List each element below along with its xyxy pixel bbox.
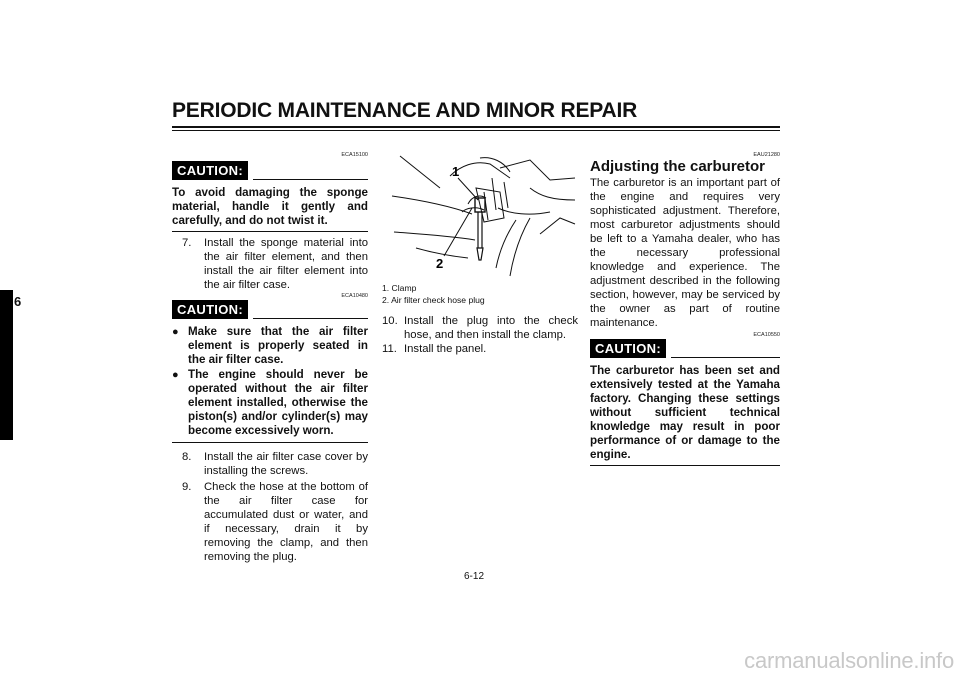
- figure-caption-1: 1. Clamp: [382, 283, 417, 293]
- step-number: 9.: [182, 481, 192, 493]
- caution-rule: [253, 179, 368, 180]
- list-item: [172, 325, 368, 367]
- page-title: PERIODIC MAINTENANCE AND MINOR REPAIR: [172, 99, 638, 122]
- caution-bullet-list: [172, 325, 368, 438]
- caution-rule: [253, 318, 368, 319]
- bullet-icon: ●: [172, 326, 179, 338]
- caution-code: ECA15100: [341, 152, 368, 158]
- left-column: [172, 152, 368, 564]
- section-code: EAU21280: [753, 152, 780, 158]
- step-11: [382, 342, 578, 356]
- step-8: [172, 450, 368, 478]
- caution-text: The carburetor has been set and extensively tested at the Yamaha factory. Changing these settings without sufficient technical knowledge may result in poor performance of or damage to the engine.: [590, 364, 780, 461]
- step-number: 10.: [382, 315, 398, 327]
- middle-column: [382, 282, 578, 356]
- step-number: 11.: [382, 343, 397, 355]
- step-text: Install the air filter case cover by installing the screws.: [204, 451, 368, 477]
- caution-rule: [671, 357, 780, 358]
- step-text: Check the hose at the bottom of the air filter case for accumulated dust or water, and if necessary, drain it by removing the clamp, and then removing the plug.: [204, 481, 368, 563]
- caution-code: ECA10480: [341, 293, 368, 299]
- step-number: 7.: [182, 237, 192, 249]
- caution-header: [172, 161, 368, 180]
- step-text: Install the sponge material into the air filter element, and then install the air filter element into the air filter case.: [204, 237, 368, 291]
- caution-end-rule: [172, 442, 368, 443]
- section-tab-number: 6: [14, 294, 22, 309]
- caution-text: To avoid damaging the sponge material, handle it gently and carefully, and do not twist it.: [172, 186, 368, 227]
- caution-badge: CAUTION:: [172, 161, 248, 180]
- title-rule-thin: [172, 130, 780, 131]
- figure-label-2: 2: [436, 256, 444, 271]
- right-column: [590, 152, 780, 466]
- watermark: carmanualsonline.info: [744, 648, 954, 673]
- title-rule: [172, 126, 780, 128]
- figure-label-1: 1: [452, 164, 460, 179]
- section-paragraph: The carburetor is an important part of the engine and requires very sophisticated adjustment. Therefore, most carburetor adjustments should be left to a Yamaha dealer, who has the necessary professional knowledge and experience. The adjustment described in the following section, however, may be serviced by the owner as part of routine maintenance.: [590, 177, 780, 329]
- section-title: Adjusting the carburetor: [590, 158, 766, 175]
- figure-caption-2: 2. Air filter check hose plug: [382, 295, 485, 305]
- caution-header: [590, 339, 780, 358]
- air-filter-hose-illustration: [380, 148, 578, 278]
- list-item: [172, 368, 368, 438]
- caution-end-rule: [590, 465, 780, 466]
- section-tab-marker: [0, 290, 13, 440]
- figure-illustration: [380, 148, 578, 278]
- bullet-icon: ●: [172, 369, 179, 381]
- bullet-text: Make sure that the air filter element is properly seated in the air filter case.: [188, 325, 368, 366]
- step-10: [382, 314, 578, 342]
- caution-badge: CAUTION:: [172, 300, 248, 319]
- step-text: Install the plug into the check hose, and then install the clamp.: [404, 315, 578, 341]
- caution-header: [172, 300, 368, 319]
- step-text: Install the panel.: [404, 343, 487, 355]
- step-7: [172, 236, 368, 292]
- step-number: 8.: [182, 451, 192, 463]
- caution-end-rule: [172, 231, 368, 232]
- caution-badge: CAUTION:: [590, 339, 666, 358]
- page-number: 6-12: [464, 571, 485, 582]
- caution-code: ECA10550: [753, 332, 780, 338]
- bullet-text: The engine should never be operated without the air filter element installed, otherwise the piston(s) and/or cylinder(s) may become excessively worn.: [188, 368, 368, 437]
- step-9: [172, 480, 368, 564]
